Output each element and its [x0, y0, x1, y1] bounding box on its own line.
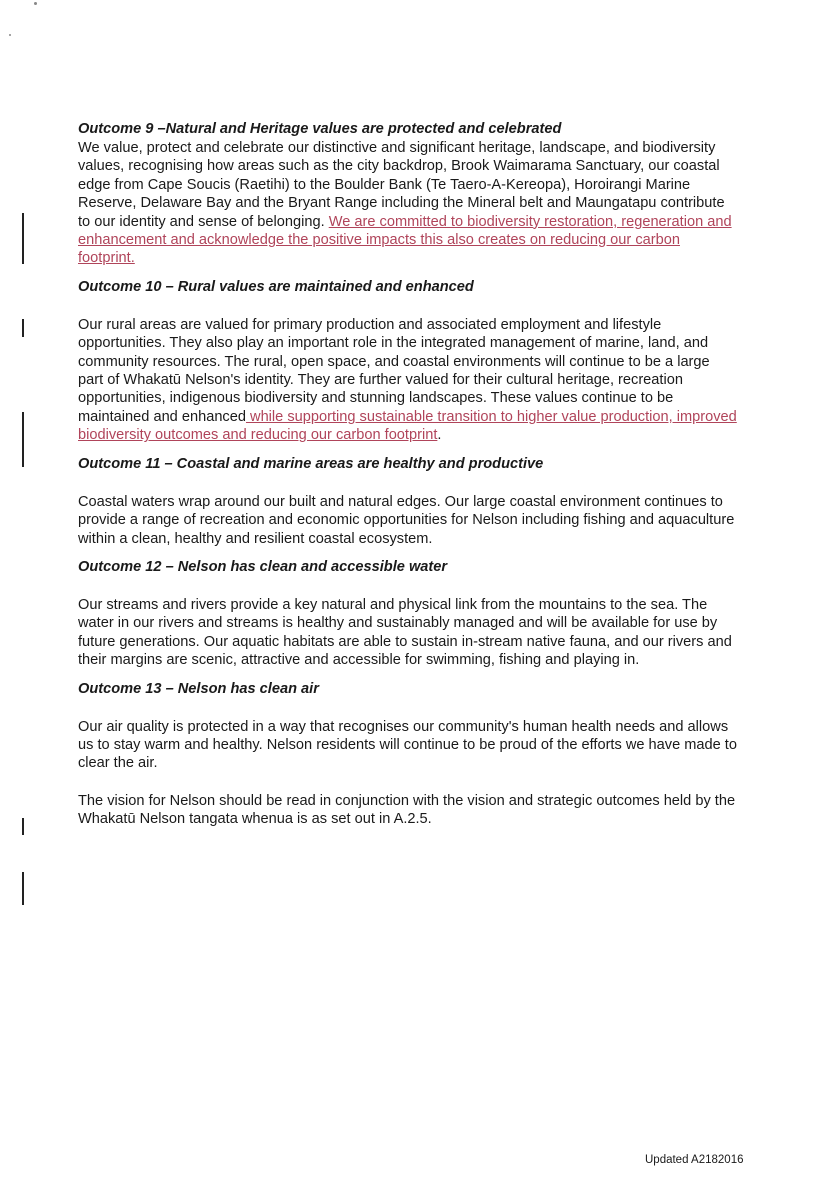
change-bar	[22, 213, 24, 264]
section-paragraph	[78, 139, 738, 268]
document-body	[78, 120, 738, 829]
inserted-text: We are committed to biodiversity restoration, regeneration and enhancement and acknowledge the positive impacts this also creates on reducing our carbon footprint.	[78, 213, 732, 267]
section-paragraph	[78, 316, 738, 445]
change-bar	[22, 872, 24, 905]
section-heading: Outcome 9 –Natural and Heritage values are protected and celebrated	[78, 121, 562, 137]
section-heading: Outcome 13 – Nelson has clean air	[78, 680, 319, 697]
section-heading: Outcome 12 – Nelson has clean and accessible water	[78, 558, 448, 575]
paragraph-tail: .	[437, 427, 442, 444]
inserted-text: while supporting sustainable transition to higher value production, improved biodiversity outcomes and reducing our carbon footprint	[78, 408, 737, 444]
closing-paragraph: The vision for Nelson should be read in conjunction with the vision and strategic outcomes held by the Whakatū Nelson tangata whenua is as set out in A.2.5.	[78, 792, 736, 828]
section-heading: Outcome 10 – Rural values are maintained and enhanced	[78, 278, 474, 295]
paragraph-text: Our rural areas are valued for primary production and associated employment and lifestyle opportunities. They also play an important role in the integrated management of marine, land, and community resources. The rural, open space, and coastal environments will continue to be a large part of Whakatū Nelson's identity. They are further valued for their cultural heritage, recreation opportunities, indigenous biodiversity and stunning landscapes. These values continue to be maintained and enhanced	[78, 316, 710, 425]
section-paragraph: Our air quality is protected in a way that recognises our community's human health needs and allows us to stay warm and healthy. Nelson residents will continue to be proud of the efforts we have made to clear the air.	[78, 718, 737, 772]
change-bar	[22, 319, 24, 337]
section-heading: Outcome 11 – Coastal and marine areas are healthy and productive	[78, 455, 544, 472]
section-paragraph: Coastal waters wrap around our built and natural edges. Our large coastal environment continues to provide a range of recreation and economic opportunities for Nelson including fishing and aquaculture within a clean, healthy and resilient coastal ecosystem.	[78, 493, 735, 547]
paragraph-text: We value, protect and celebrate our distinctive and significant heritage, landscape, and biodiversity values, recognising how areas such as the city backdrop, Brook Waimarama Sanctuary, our coastal edge from Cape Soucis (Raetihi) to the Boulder Bank (Te Taero-A-Kereopa), Horoirangi Marine Reserve, Delaware Bay and the Bryant Range including the Mineral belt and Maungatapu contribute to our identity and sense of belonging.	[78, 140, 725, 230]
change-bar	[22, 412, 24, 467]
change-bar	[22, 818, 24, 835]
scan-speck	[34, 2, 37, 5]
section-paragraph: Our streams and rivers provide a key natural and physical link from the mountains to the sea. The water in our rivers and streams is healthy and sustainably managed and will be available for use by future generations. Our aquatic habitats are able to sustain in-stream native fauna, and our rivers and their margins are scenic, attractive and accessible for swimming, fishing and playing in.	[78, 596, 732, 669]
scan-speck	[9, 34, 11, 36]
footer-reference: Updated A2182016	[645, 1154, 744, 1166]
